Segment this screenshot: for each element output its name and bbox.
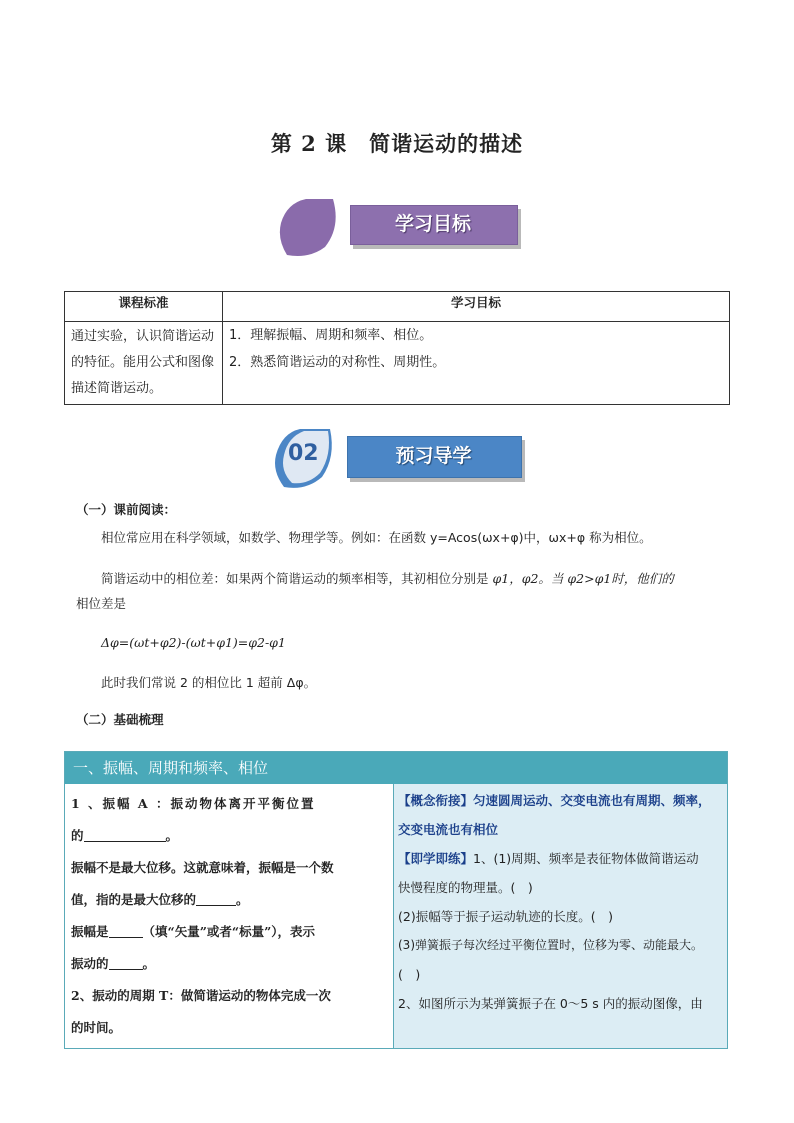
table-header: 学习目标 — [223, 292, 730, 322]
banner-label: 预习导学 — [395, 445, 472, 467]
table-title: 一、振幅、周期和频率、相位 — [65, 752, 728, 785]
fill-blank — [196, 889, 236, 906]
section-heading: （一）课前阅读： — [76, 502, 177, 517]
concept-table — [64, 751, 728, 1049]
paragraph: 此时我们常说 2 的相位比 1 超前 Δφ。 — [101, 675, 317, 690]
right-column: 【概念衔接】匀速圆周运动、交变电流也有周期、频率， 交变电流也有相位 【即学即练】1、(1)周期、频率是表征物体做简谐运动 快慢程度的物理量。( ) (2)振幅等于振子运动轨迹的长度。( ) (3)弹簧振子每次经过平衡位置时，位移为零、动能最大。 ( ) 2、如图所示为某弹簧振子在 0～5 s 内的振动图像，由 — [394, 784, 728, 1049]
page-title: 第 2 课 简谐运动的描述 — [270, 131, 524, 156]
curriculum-table — [64, 291, 730, 405]
banner-learning-goals — [275, 197, 520, 255]
banner-number: 02 — [288, 441, 319, 466]
banner-preview — [270, 427, 525, 491]
fill-blank — [109, 921, 143, 938]
paragraph: 相位差是 — [76, 596, 127, 611]
goal-item: 1．理解振幅、周期和频率、相位。 — [229, 328, 433, 343]
fill-blank — [84, 825, 166, 842]
fill-blank — [109, 953, 143, 970]
section-heading: （二）基础梳理 — [76, 712, 164, 727]
table-header: 课程标准 — [65, 292, 223, 322]
left-column: 1 、振幅 A ：振动物体离开平衡位置 的 。 振幅不是最大位移。这就意味着，振幅是一个数 值，指的是最大位移的 。 振幅是 （填“矢量”或者“标量”），表示 振动的 。 2、振动的周期 T：做简谐运动的物体完成一次 的时间。 — [65, 784, 394, 1049]
paragraph: 简谐运动中的相位差：如果两个简谐运动的频率相等，其初相位分别是 φ1，φ2。当 φ2>φ1时，他们的 — [101, 571, 674, 586]
banner-circle-icon — [275, 197, 345, 259]
banner-label: 学习目标 — [394, 213, 471, 235]
formula: Δφ=(ωt+φ2)-(ωt+φ1)=φ2-φ1 — [101, 635, 286, 650]
curriculum-standard: 通过实验，认识简谐运动的特征。能用公式和图像描述简谐运动。 — [65, 322, 223, 405]
paragraph: 相位常应用在科学领域，如数学、物理学等。例如：在函数 y=Acos(ωx+φ)中，ωx+φ 称为相位。 — [101, 530, 652, 545]
goal-item: 2．熟悉简谐运动的对称性、周期性。 — [229, 355, 446, 370]
